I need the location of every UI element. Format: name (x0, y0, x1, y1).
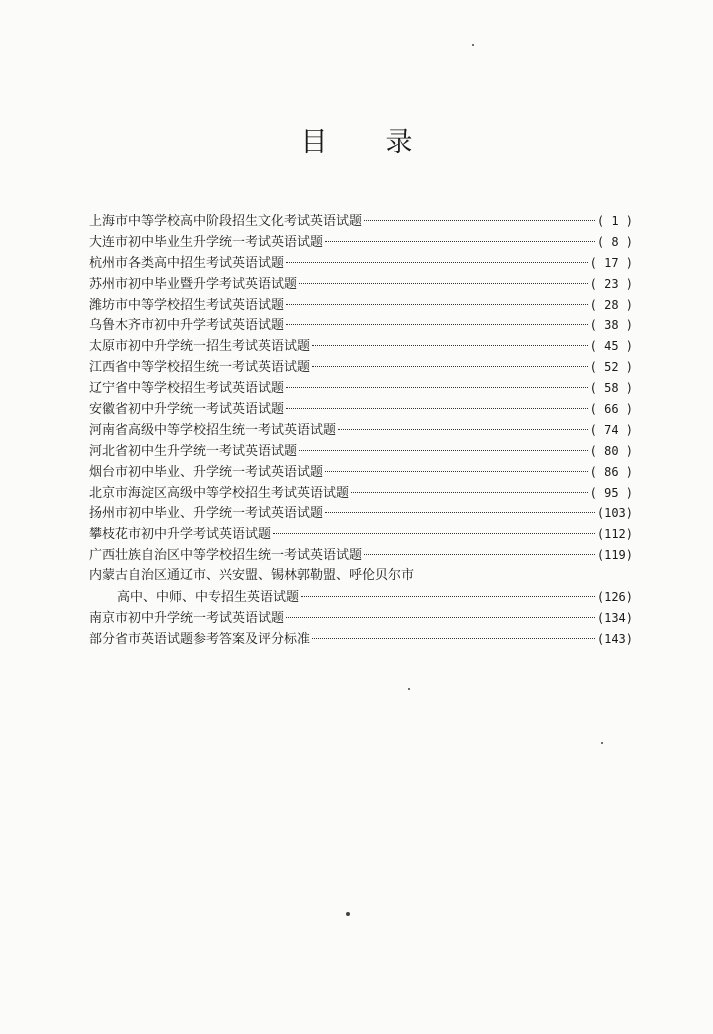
toc-entry-page: ( 66 ) (589, 402, 633, 417)
scan-speck (346, 912, 350, 916)
leader-dots (301, 596, 595, 597)
toc-entry-title: 江西省中等学校招生统一考试英语试题 (89, 360, 311, 376)
leader-dots (325, 512, 595, 513)
toc-entry[interactable] (89, 315, 633, 336)
toc-entry-page: (126) (596, 590, 633, 605)
leader-dots (286, 262, 588, 263)
toc-entry-page: (103) (596, 506, 633, 521)
toc-entry-title: 上海市中等学校高中阶段招生文化考试英语试题 (89, 214, 363, 229)
leader-dots (286, 304, 588, 305)
toc-entry[interactable] (89, 336, 633, 357)
scan-speck (472, 44, 474, 46)
scan-speck (601, 742, 603, 744)
leader-dots (286, 617, 595, 618)
toc-entry[interactable] (89, 441, 633, 462)
toc-entry-page: ( 95 ) (589, 485, 633, 500)
leader-dots (364, 554, 595, 555)
leader-dots (286, 324, 588, 325)
leader-dots (286, 387, 588, 388)
toc-entry-page: ( 38 ) (589, 318, 633, 333)
toc-entry-title: 扬州市初中毕业、升学统一考试英语试题 (89, 506, 324, 522)
leader-dots (312, 345, 588, 346)
toc-entry[interactable] (89, 608, 633, 629)
toc-entry-page: ( 23 ) (589, 276, 633, 291)
toc-entry[interactable] (89, 545, 633, 566)
toc-entry-title: 攀枝花市初中升学考试英语试题 (89, 527, 272, 543)
toc-entry-title: 杭州市各类高中招生考试英语试题 (89, 255, 285, 271)
title-char-right: 录 (385, 127, 413, 158)
toc-entry-page: ( 28 ) (589, 297, 633, 312)
toc-entry-page: (112) (596, 527, 633, 542)
toc-entry-page: (119) (596, 548, 633, 563)
toc-entry[interactable] (89, 274, 633, 295)
toc-entry-page: (143) (596, 631, 633, 646)
toc-entry-title: 大连市初中毕业生升学统一考试英语试题 (89, 234, 324, 250)
toc-entry[interactable] (89, 629, 633, 650)
leader-dots (273, 533, 595, 534)
leader-dots (299, 283, 588, 284)
toc-entry[interactable] (89, 420, 633, 441)
title-char-left: 目 (300, 127, 328, 158)
leader-dots (325, 241, 595, 242)
toc-entry-title: 河北省初中生升学统一考试英语试题 (89, 443, 298, 459)
toc-entry-title: 内蒙古自治区通辽市、兴安盟、锡林郭勒盟、呼伦贝尔市 (89, 568, 415, 584)
leader-dots (299, 450, 588, 451)
toc-entry-title: 太原市初中升学统一招生考试英语试题 (89, 339, 311, 355)
toc-entry-page: (134) (596, 610, 633, 625)
leader-dots (351, 492, 588, 493)
toc-entry[interactable] (89, 357, 633, 378)
toc-entry[interactable] (89, 587, 633, 608)
leader-dots (325, 471, 588, 472)
toc-entry-page: ( 52 ) (589, 360, 633, 375)
toc-entry-page: ( 80 ) (589, 443, 633, 458)
toc-entry-page: ( 58 ) (589, 381, 633, 396)
toc-entry-title: 潍坊市中等学校招生考试英语试题 (89, 297, 285, 313)
toc-entry[interactable] (89, 295, 633, 316)
toc-entry-title: 安徽省初中升学统一考试英语试题 (89, 402, 285, 418)
toc-entry-title: 烟台市初中毕业、升学统一考试英语试题 (89, 464, 324, 480)
toc-entry[interactable] (89, 483, 633, 504)
toc-entry[interactable] (89, 253, 633, 274)
toc-entry-page: ( 45 ) (589, 339, 633, 354)
toc-entry[interactable] (89, 378, 633, 399)
leader-dots (286, 408, 588, 409)
leader-dots (312, 366, 588, 367)
toc-entry-page: ( 1 ) (596, 214, 633, 228)
leader-dots (312, 638, 595, 639)
toc-entry-title: 苏州市初中毕业暨升学考试英语试题 (89, 276, 298, 292)
toc-entry-page: ( 86 ) (589, 464, 633, 479)
toc-entry[interactable] (89, 503, 633, 524)
leader-dots (364, 220, 595, 221)
leader-dots (338, 429, 588, 430)
toc-entry[interactable] (89, 232, 633, 253)
toc-entry[interactable] (89, 462, 633, 483)
toc-entry-title: 乌鲁木齐市初中升学考试英语试题 (89, 318, 285, 334)
toc-entry-title: 辽宁省中等学校招生考试英语试题 (89, 381, 285, 397)
toc-entry-title: 河南省高级中等学校招生统一考试英语试题 (89, 422, 337, 438)
toc-entry[interactable] (89, 399, 633, 420)
toc-entry-title: 部分省市英语试题参考答案及评分标准 (89, 631, 311, 647)
toc-entry-page: ( 17 ) (589, 255, 633, 270)
toc-entry-title: 北京市海淀区高级中等学校招生考试英语试题 (89, 485, 350, 501)
toc-entry-page: ( 74 ) (589, 422, 633, 437)
toc-entry[interactable] (89, 524, 633, 545)
toc-entry-page: ( 8 ) (596, 234, 633, 249)
toc-entry-heading (89, 566, 633, 587)
toc-entry[interactable] (89, 211, 633, 232)
page-title (0, 120, 713, 159)
scan-speck (408, 688, 410, 690)
toc-entry-title: 高中、中师、中专招生英语试题 (117, 590, 300, 606)
table-of-contents (89, 211, 633, 650)
toc-entry-title: 南京市初中升学统一考试英语试题 (89, 610, 285, 626)
toc-entry-title: 广西壮族自治区中等学校招生统一考试英语试题 (89, 548, 363, 564)
